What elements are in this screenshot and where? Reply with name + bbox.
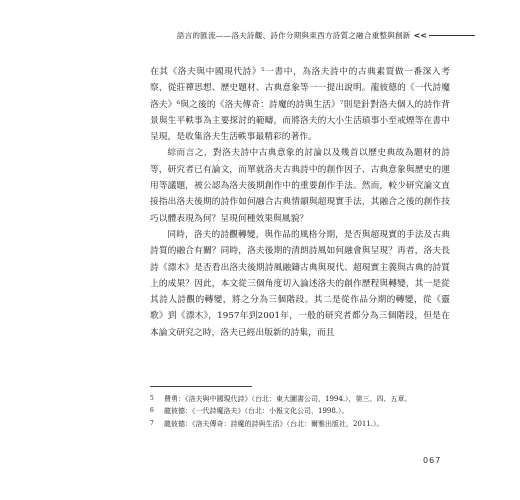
running-header: [150, 30, 475, 41]
header-title: 語言的匯流——洛夫詩觀、詩作分期與東西方詩質之融合重整與創新: [176, 31, 411, 40]
footnote-number: 5: [150, 395, 154, 402]
body-text: [150, 64, 450, 341]
footnote-divider: [150, 386, 252, 387]
header-chevron-icon: <<: [413, 31, 427, 40]
paragraph-2: 綜而言之，對洛夫詩中古典意象的討論以及幾首以歷史典故為題材的詩等，研究者已有論文，而單就洛夫古典詩中的創作因子、古典意象與歷史的運用等議題，被公認為洛夫後期創作中的重要創作手法。然而，較少研究論文直接指出洛夫後期的詩作如何融合古典情韻與超現實手法，其融合之後的創作技巧以體表現為何？呈現何種效果與風貌？: [150, 148, 450, 224]
header-rule: [429, 35, 475, 36]
footnote-text: 費勇：《洛夫與中國現代詩》（台北：東大圖書公司，1994.），第三、四、五章。: [164, 395, 412, 403]
footnotes: [150, 393, 450, 430]
footnote-6: [150, 405, 450, 417]
footnote-text: 龍彼德：《洛夫傳奇：詩魔的詩與生活》（台北：爾雅出版社，2011.）。: [164, 419, 384, 428]
footnote-5: [150, 393, 450, 405]
footnote-number: 7: [150, 419, 154, 427]
footnote-number: 6: [150, 407, 154, 415]
page-number: 067: [423, 456, 442, 465]
paragraph-3: 同時，洛夫的詩觀轉變，與作品的風格分期，是否與超現實的手法及古典詩質的融合有關？同時，洛夫後期的清朗詩風如何融會與呈現？再者，洛夫長詩《漂木》是否看出洛夫後期詩風融鑄古典與現代、超現實主義與古典的詩質上的成果？因此，本文從三個角度切入論述洛夫的創作歷程與轉變，其一是從其詩人詩觀的轉變，將之分為三個階段。其二是從作品分期的轉變，從《靈歌》到《漂木》，1957年到2001年，一般的研究者都分為三個階段，但是在本論文研究之時，洛夫已經出版新的詩集，而且: [150, 229, 450, 338]
footnote-7: [150, 418, 450, 430]
footnote-text: 龍彼德：《一代詩魔洛夫》（台北：小報文化公司，1998.）。: [164, 407, 349, 416]
paragraph-1: 在其《洛夫與中國現代詩》⁵一書中，為洛夫詩中的古典素質做一番深入考察，從莊禪思想、歷史題材、古典意象等一一提出說明。龍彼德的《一代詩魔洛夫》⁶與之後的《洛夫傳奇：詩魔的詩與生活》⁷則是針對洛夫個人的詩作背景與生平軼事為主要探討的範疇，而將洛夫的大小生活瑣事小至戒煙等在書中呈現，是收集洛夫生活軼事最精彩的著作。: [150, 67, 450, 143]
